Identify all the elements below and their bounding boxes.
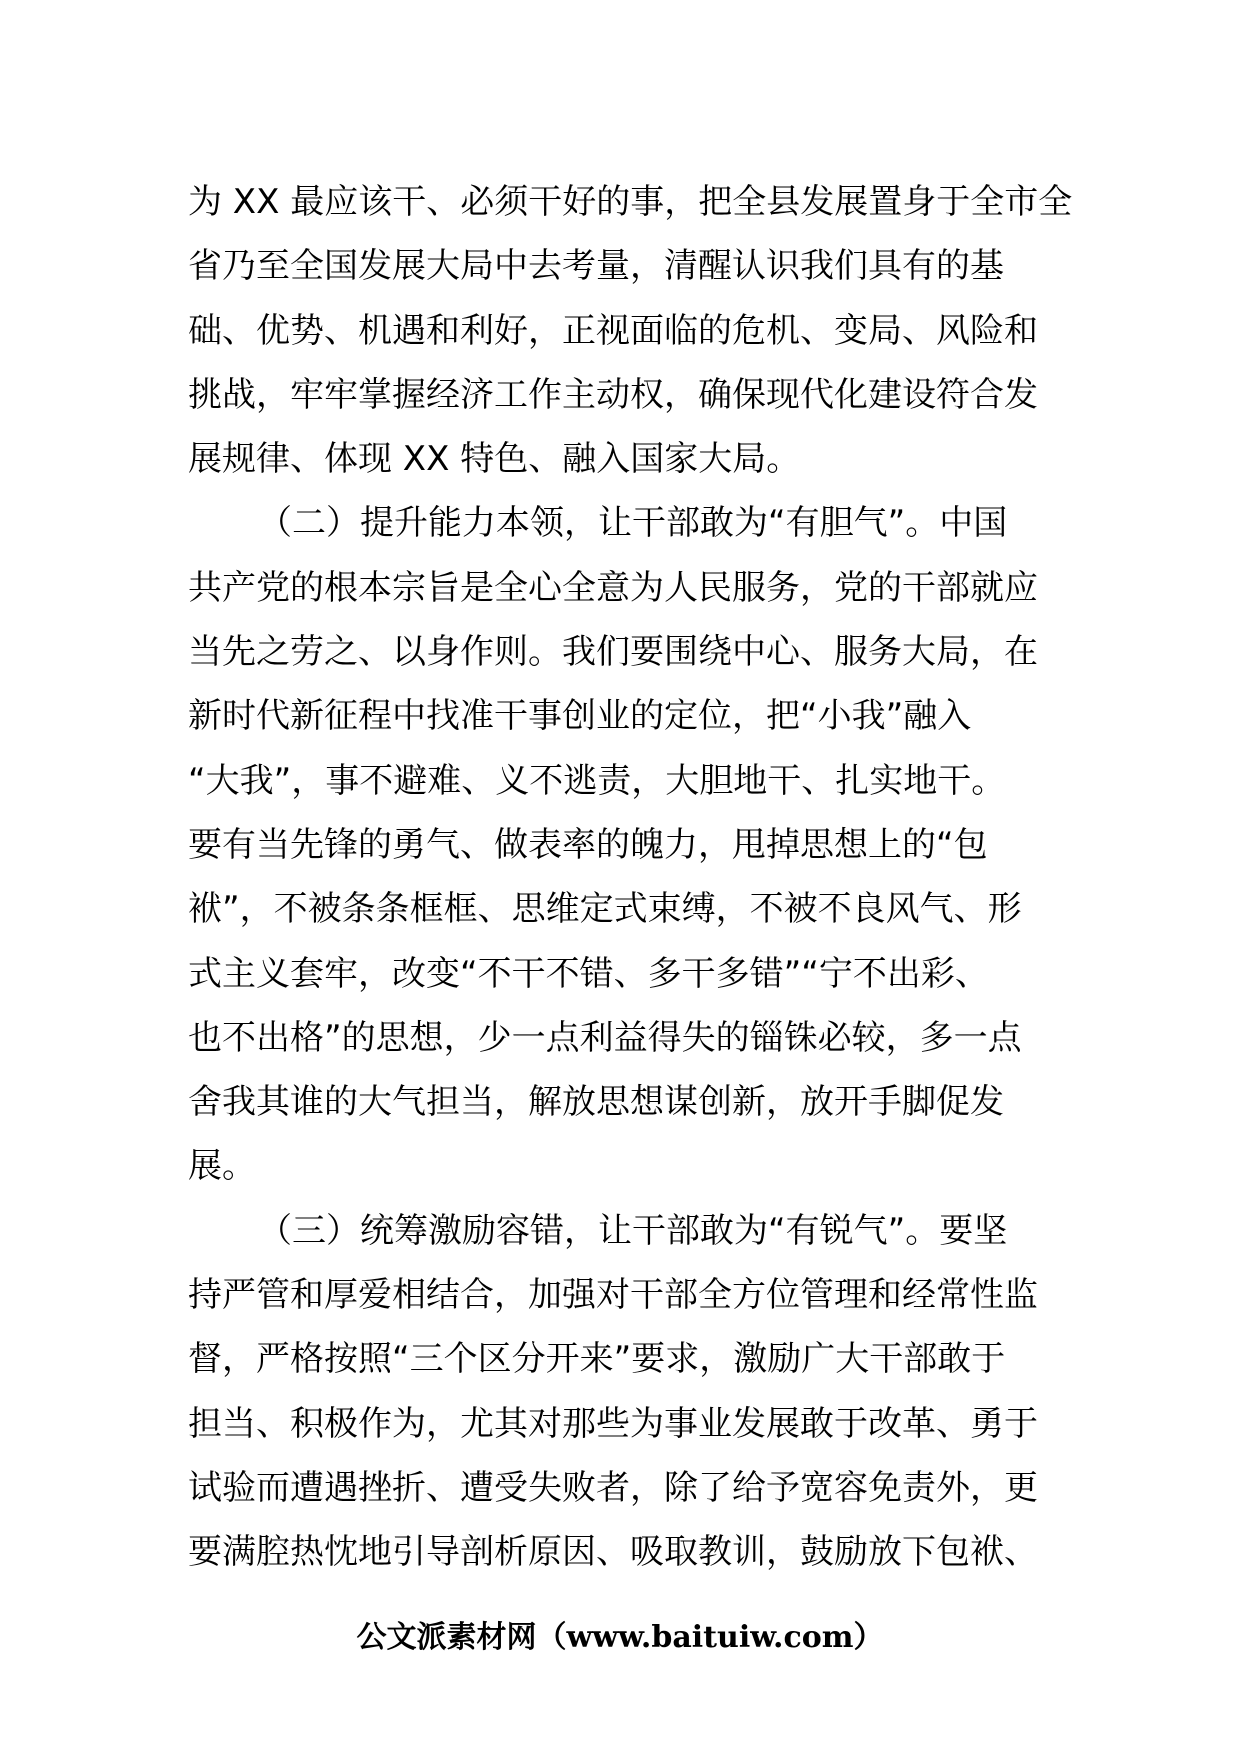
text-line: 共产党的根本宗旨是全心全意为人民服务，党的干部就应 (188, 567, 1038, 608)
text-line: 为 XX 最应该干、必须干好的事，把全县发展置身于全市全 (188, 182, 1073, 222)
text-line: 新时代新征程中找准干事创业的定位，把“小我”融入 (188, 696, 972, 737)
text-line: 持严管和厚爱相结合，加强对干部全方位管理和经常性监 (188, 1275, 1038, 1316)
text-line: 式主义套牢，改变“不干不错、多干多错”“宁不出彩、 (188, 953, 989, 994)
footer-watermark: 公文派素材网（www.baituiw.com） (356, 1620, 884, 1655)
section-heading-line: （二）提升能力本领，让干部敢为“有胆气”。中国 (258, 503, 1008, 544)
text-line: 展。 (188, 1146, 256, 1187)
text-line: 当先之劳之、以身作则。我们要围绕中心、服务大局，在 (188, 632, 1038, 673)
text-line: 础、优势、机遇和利好，正视面临的危机、变局、风险和 (188, 310, 1038, 351)
text-line: 担当、积极作为，尤其对那些为事业发展敢于改革、勇于 (188, 1403, 1038, 1444)
text-line: 省乃至全国发展大局中去考量，清醒认识我们具有的基 (188, 246, 1004, 287)
section-heading-line: （三）统筹激励容错，让干部敢为“有锐气”。要坚 (258, 1210, 1008, 1251)
text-line: 也不出格”的思想，少一点利益得失的锱铢必较，多一点 (188, 1017, 1022, 1058)
text-line: 袱”，不被条条框框、思维定式束缚，不被不良风气、形 (188, 889, 1022, 930)
text-line: 试验而遭遇挫折、遭受失败者，除了给予宽容免责外，更 (188, 1467, 1038, 1508)
text-line: 要满腔热忱地引导剖析原因、吸取教训，鼓励放下包袱、 (188, 1532, 1038, 1573)
text-line: “大我”，事不避难、义不逃责，大胆地干、扎实地干。 (188, 760, 1006, 801)
text-line: 舍我其谁的大气担当，解放思想谋创新，放开手脚促发 (188, 1082, 1004, 1123)
body-text (188, 170, 1073, 1585)
text-line: 督，严格按照“三个区分开来”要求，激励广大干部敢于 (188, 1339, 1006, 1380)
text-line: 挑战，牢牢掌握经济工作主动权，确保现代化建设符合发 (188, 374, 1038, 415)
text-line: 要有当先锋的勇气、做表率的魄力，甩掉思想上的“包 (188, 824, 988, 865)
text-line: 展规律、体现 XX 特色、融入国家大局。 (188, 439, 801, 480)
